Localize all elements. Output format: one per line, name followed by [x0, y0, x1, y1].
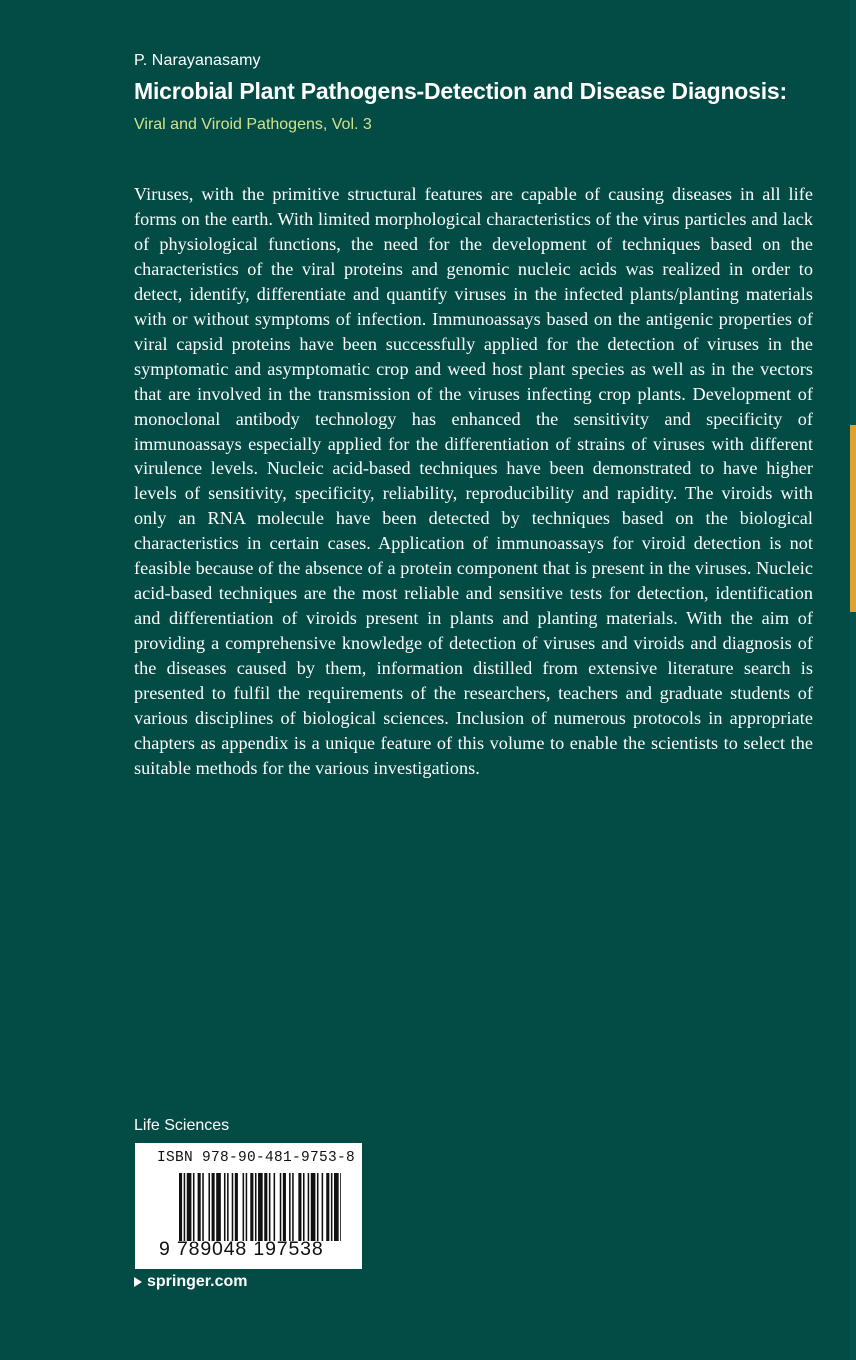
description-text: Viruses, with the primitive structural features are capable of causing diseases in all life forms on the earth. With limited morphological characteristics of the virus particles and lack of physiological functions, the need for the development of techniques based on the characteristics of the viral proteins and genomic nucleic acids was realized in order to detect, identify, differentiate and quantify viruses in the infected plants/planting materials with or without symptoms of infection. Immunoassays based on the antigenic properties of viral capsid proteins have been successfully applied for the detection of viruses in the symptomatic and asymptomatic crop and weed host plant species as well as in the vectors that are involved in the transmission of the viruses infecting crop plants. Development of monoclonal antibody technology has enhanced the sensitivity and specificity of immunoassays especially applied for the differentiation of strains of viruses with different virulence levels. Nucleic acid-based techniques have been demonstrated to have higher levels of sensitivity, specificity, reliability, reproducibility and rapidity. The viroids with only an RNA molecule have been detected by techniques based on the biological characteristics in certain cases. Application of immunoassays for viroid detection is not feasible because of the absence of a protein component that is present in the viruses. Nucleic acid-based techniques are the most reliable and sensitive tests for detection, identification and differentiation of viroids present in plants and planting materials. With the aim of providing a comprehensive knowledge of detection of viruses and viroids and diagnosis of the diseases caused by them, information distilled from extensive literature search is presented to fulfil the requirements of the researchers, teachers and graduate students of various disciplines of biological sciences. Inclusion of numerous protocols in appropriate chapters as appendix is a unique feature of this volume to enable the scientists to select the suitable methods for the various investigations.: [134, 184, 813, 778]
author-name: P. Narayanasamy: [134, 52, 261, 69]
category-label: Life Sciences: [134, 1117, 230, 1134]
book-title: Microbial Plant Pathogens-Detection and Disease Diagnosis:: [134, 78, 787, 104]
arrow-icon: [134, 1277, 142, 1287]
isbn-text: ISBN 978-90-481-9753-8: [157, 1150, 356, 1166]
isbn-barcode: [135, 1143, 362, 1269]
ean-digits: 9 789048 197538: [159, 1238, 324, 1260]
spine-accent-bar: [850, 425, 856, 612]
publisher-link-text: springer.com: [147, 1273, 248, 1290]
spine-edge: [850, 0, 856, 1360]
publisher-link[interactable]: [134, 1273, 247, 1291]
book-subtitle: Viral and Viroid Pathogens, Vol. 3: [134, 116, 372, 133]
